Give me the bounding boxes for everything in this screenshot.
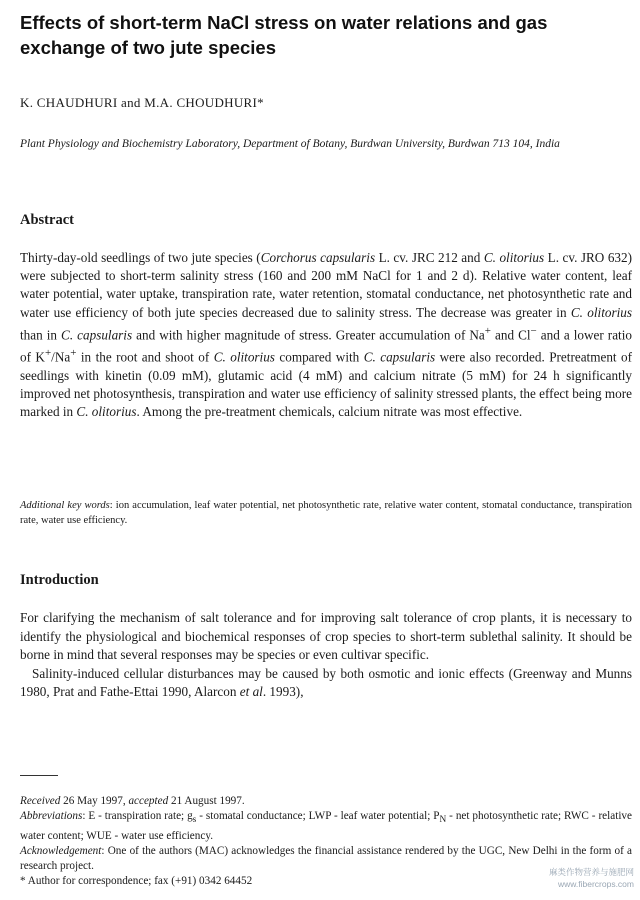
accepted-label: accepted (128, 795, 169, 807)
intro-text-run: Salinity-induced cellular disturbances may be caused by both osmotic and ionic effects (Greenway and Munns 1980, Prat and Fathe-Ettai 1990, Alarcon (20, 665, 632, 699)
subscript: N (439, 815, 447, 826)
subscript: s (192, 815, 197, 826)
species-name: Corchorus capsularis (260, 250, 376, 265)
acknowledgement-note (20, 844, 632, 874)
species-name: C. olitorius (570, 304, 632, 320)
superscript: + (484, 324, 491, 337)
abstract-text-run: were also recorded. Pretreatment of seedlings with kinetin (0.09 mM), glutamic acid (4 mM) and calcium nitrate (5 mM) for 24 h significantly improved net photosynthesis, transpiration and water use efficiency of salinity stressed plants, the effect being more marked in (20, 349, 632, 420)
superscript: − (530, 324, 537, 337)
acknowledgement-label: Acknowledgement (20, 844, 102, 857)
keywords (20, 498, 632, 528)
received-date: 26 May 1997, (60, 795, 129, 807)
species-name: C. olitorius (76, 404, 137, 420)
intro-text-run: . 1993), (262, 684, 304, 699)
abstract-text-run: Thirty-day-old seedlings of two jute species ( (20, 250, 261, 265)
received-note (20, 794, 632, 809)
intro-paragraph: For clarifying the mechanism of salt tolerance and for improving salt tolerance of crop plants, it is necessary to identify the physiological and biochemical responses of crop species to short-term sublethal salinity. It should be borne in mind that several responses may be species or even cultivar specific. (20, 610, 632, 662)
introduction-heading: Introduction (20, 572, 99, 588)
abstract-text-run: L. cv. JRO 632) were subjected to short-term salinity stress (160 and 200 mM NaCl for 1 and 2 d). Relative water content, leaf water potential, water uptake, transpiration rate, water retention, stomatal conductance, net photosynthetic rate and water use efficiency of both jute species decreased due to salinity stress. The decrease was greater in (20, 250, 632, 320)
watermark-url: www.fibercrops.com (557, 879, 634, 889)
abbreviations-label: Abbreviations (20, 810, 83, 823)
abstract-text-run: . Among the pre-treatment chemicals, calcium nitrate was most effective. (136, 404, 523, 420)
correspondence-note: * Author for correspondence; fax (+91) 0342 64452 (20, 875, 253, 888)
abbreviations-text: : E - transpiration rate; g (82, 810, 193, 823)
abstract-text-run: and a lower ratio of K (20, 327, 632, 365)
species-name: C. capsularis (61, 327, 133, 343)
abbreviations-note (20, 809, 632, 844)
superscript: + (70, 347, 77, 360)
footnote-divider (20, 775, 58, 776)
abstract-paragraph (20, 249, 632, 422)
watermark-line: 麻类作物营养与施肥网 (548, 867, 634, 877)
species-name: C. olitorius (483, 250, 545, 265)
introduction-body (20, 609, 632, 702)
intro-text-run: et al (239, 684, 263, 699)
superscript: + (44, 347, 52, 360)
abstract-text-run: and Cl (490, 327, 531, 343)
species-name: C. olitorius (213, 349, 275, 365)
received-label: Received (20, 795, 61, 807)
abstract-text-run: L. cv. JRC 212 and (375, 250, 484, 265)
author-list: K. CHAUDHURI and M.A. CHOUDHURI* (20, 95, 264, 110)
acknowledgement-text: : One of the authors (MAC) acknowledges the financial assistance rendered by the UGC, New Delhi in the form of a research project. (20, 844, 632, 873)
abstract-text-run: compared with (274, 349, 364, 365)
affiliation: Plant Physiology and Biochemistry Laboratory, Department of Botany, Burdwan University, Burdwan 713 104, India (20, 138, 560, 150)
abstract-heading: Abstract (20, 212, 74, 228)
keywords-text: : ion accumulation, leaf water potential, net photosynthetic rate, relative water content, stomatal conductance, transpiration rate, water use efficiency. (20, 500, 632, 526)
site-watermark (548, 866, 634, 890)
abstract-text-run: than in (20, 327, 62, 343)
abbreviations-text: - stomatal conductance; LWP - leaf water potential; P (196, 810, 440, 823)
intro-paragraph (20, 665, 632, 702)
species-name: C. capsularis (363, 349, 436, 365)
accepted-date: 21 August 1997. (168, 795, 245, 807)
abbreviations-text: - net photosynthetic rate; RWC - relative water content; WUE - water use efficiency. (20, 810, 632, 842)
abstract-text-run: in the root and shoot of (76, 349, 214, 365)
abstract-text-run: /Na (51, 349, 71, 365)
abstract-text-run: and with higher magnitude of stress. Greater accumulation of Na (132, 327, 485, 343)
abstract-body (20, 249, 632, 422)
keywords-label: Additional key words (20, 500, 110, 511)
footnotes (20, 794, 632, 889)
paper-title: Effects of short-term NaCl stress on water relations and gas exchange of two jute species (20, 12, 548, 58)
